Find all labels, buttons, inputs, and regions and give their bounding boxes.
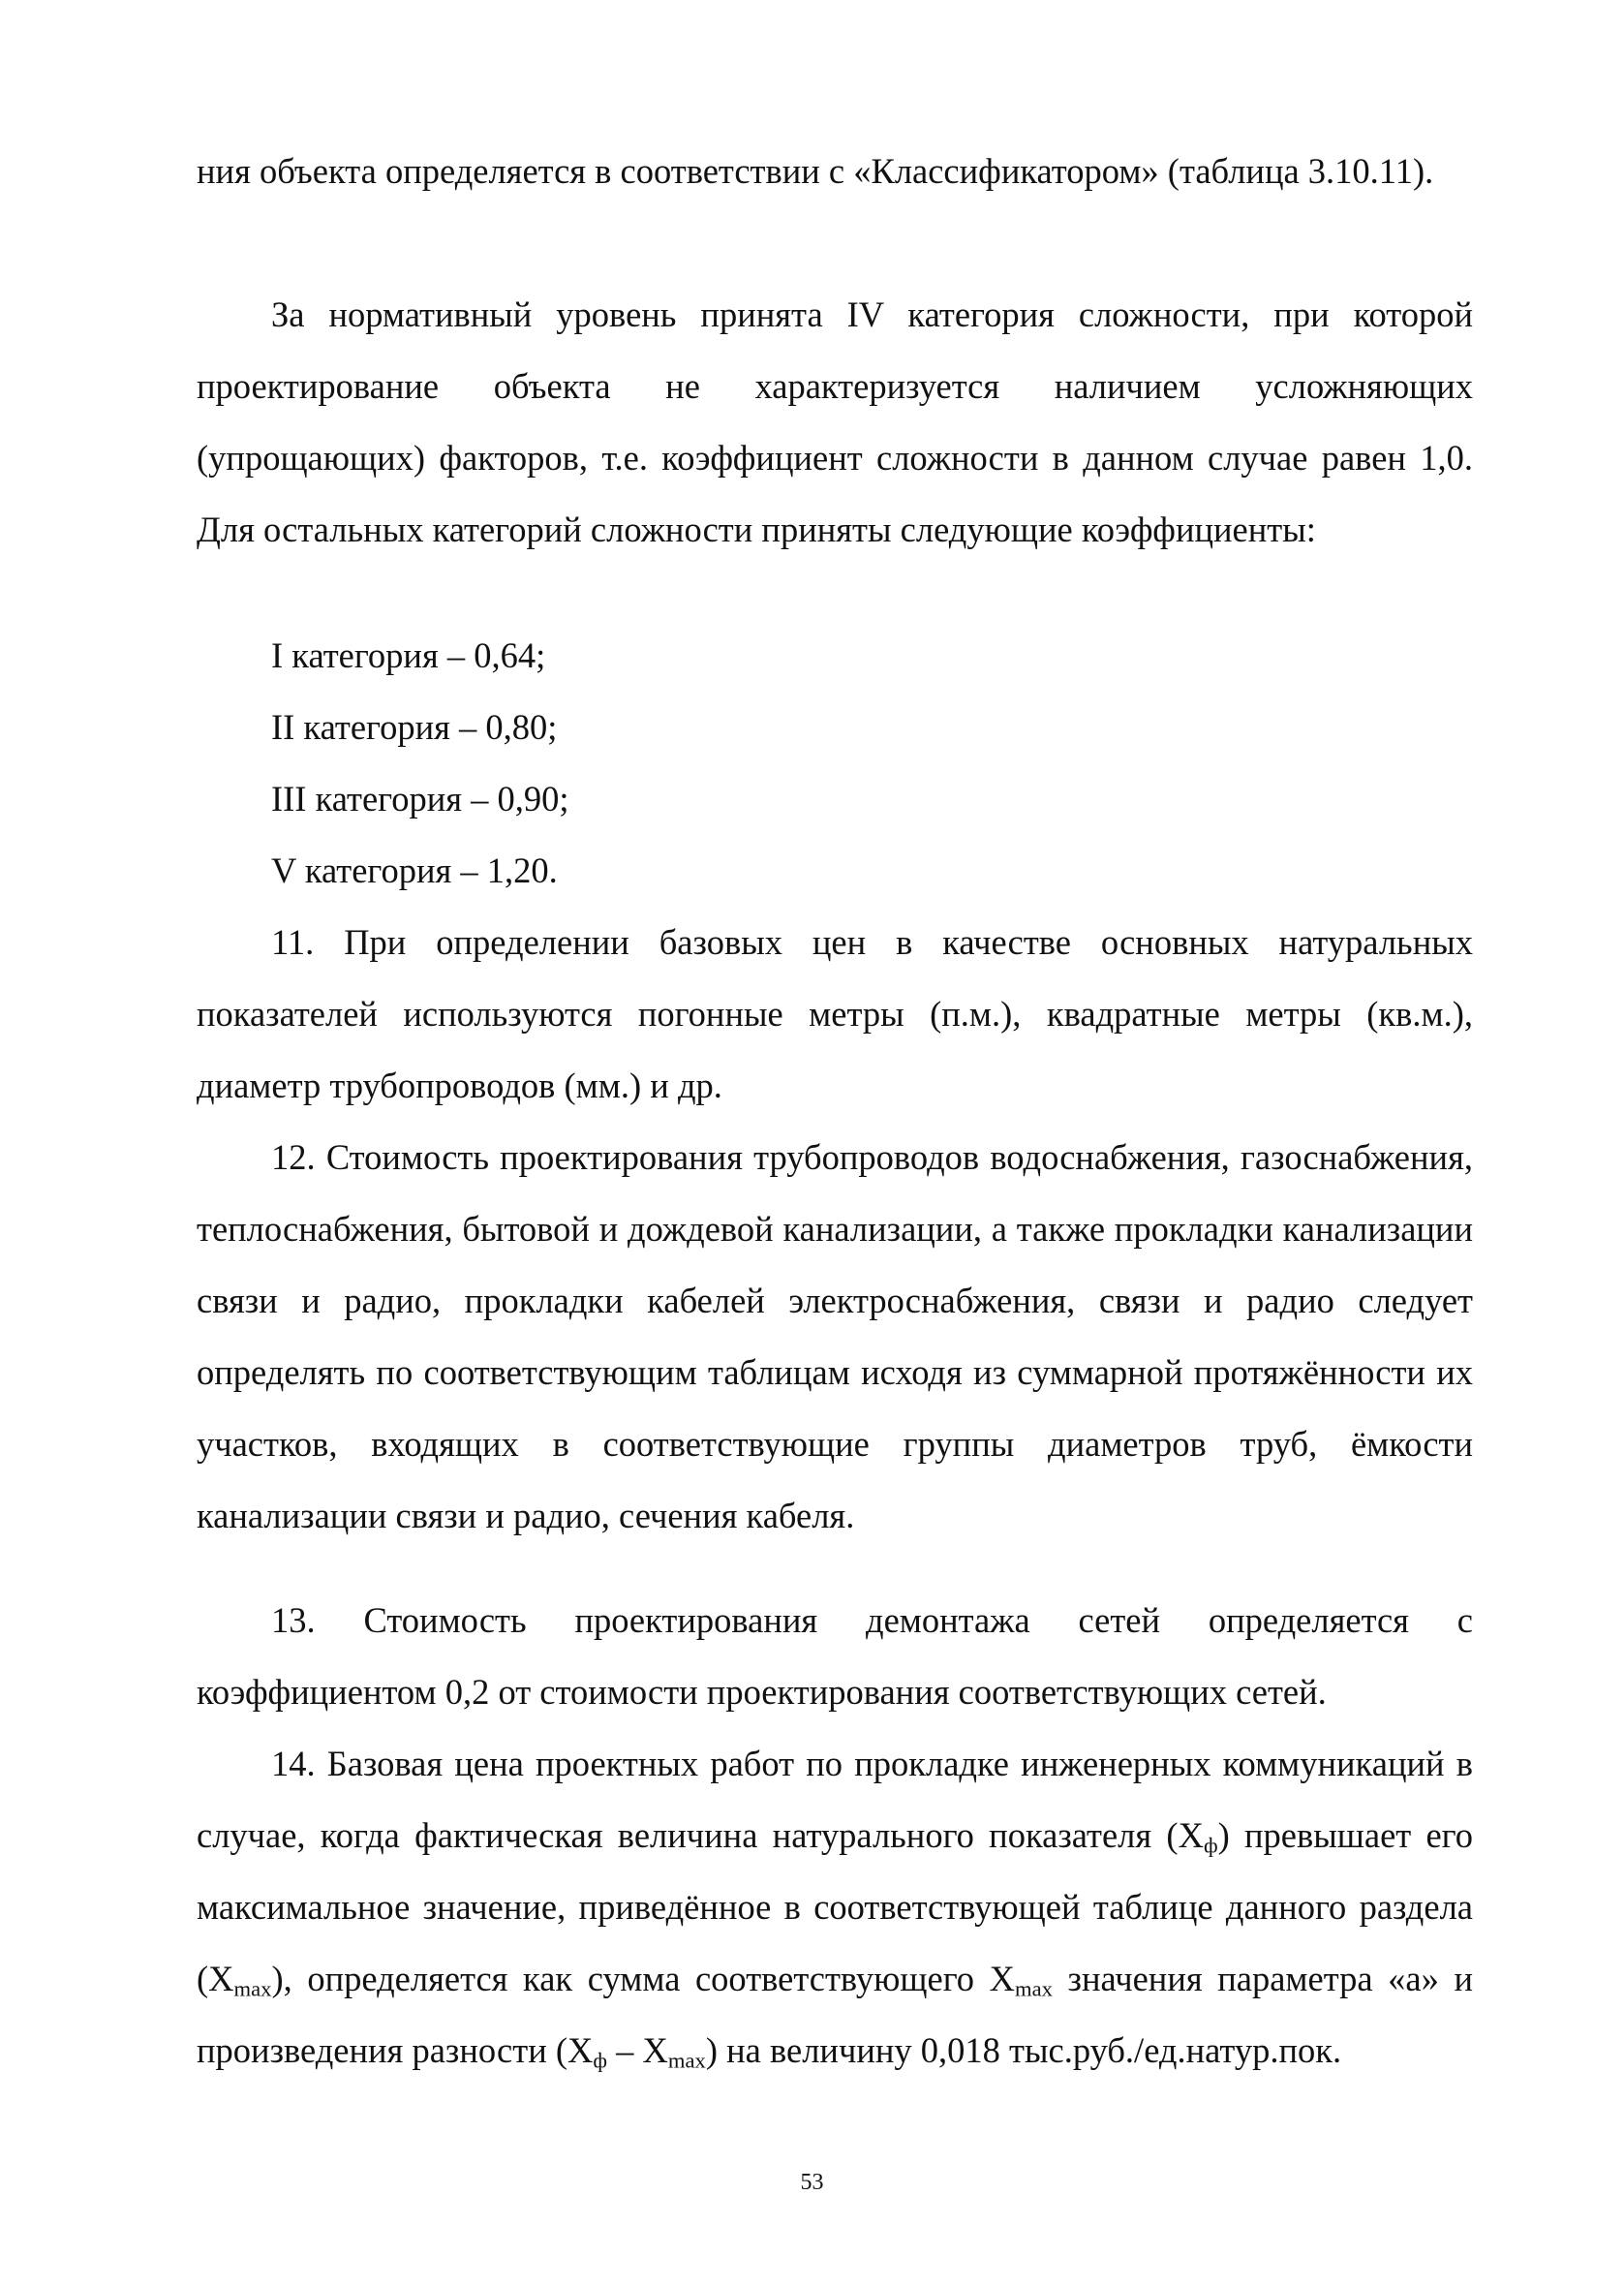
paragraph-14-text-2: ) превышает его максимальное значение, приведённое в соответствующей таблице данного раздела (X [197, 1815, 1473, 1998]
paragraph-14-text-6: ) на величину 0,018 тыс.руб./ед.натур.пок. [705, 2030, 1342, 2070]
subscript-max: max [1015, 1976, 1053, 2001]
paragraph-continuation: ния объекта определяется в соответствии с «Классификатором» (таблица 3.10.11). [197, 151, 1434, 191]
paragraph-13: 13. Стоимость проектирования демонтажа сетей определяется с коэффициентом 0,2 от стоимости проектирования соответствующих сетей. [197, 1600, 1473, 1712]
paragraph-14-text-4: значения параметра «а» и произведения разности (X [197, 1959, 1473, 2070]
category-item-3: III категория – 0,90; [271, 779, 569, 819]
subscript-f: ф [1203, 1833, 1218, 1858]
paragraph-14-text-3: ), определяется как сумма соответствующего X [271, 1959, 1015, 1998]
category-item-2: II категория – 0,80; [271, 707, 558, 747]
paragraph-14 [197, 1728, 1473, 2087]
paragraph-12: 12. Стоимость проектирования трубопроводов водоснабжения, газоснабжения, теплоснабжения, бытовой и дождевой канализации, а также прокладки канализации связи и радио, прокладки кабелей электроснабжения, связи и радио следует определять по соответствующим таблицам исходя из суммарной протяжённости их участков, входящих в соответствующие группы диаметров труб, ёмкости канализации связи и радио, сечения кабеля. [197, 1137, 1473, 1535]
category-item-1: I категория – 0,64; [271, 635, 546, 675]
subscript-f: ф [593, 2048, 608, 2073]
paragraph-14-text-5: – X [607, 2030, 668, 2070]
paragraph-complexity-category: За нормативный уровень принята IV категория сложности, при которой проектирование объекта не характеризуется наличием усложняющих (упрощающих) факторов, т.е. коэффициент сложности в данном случае равен 1,0. Для остальных категорий сложности приняты следующие коэффициенты: [197, 294, 1473, 549]
subscript-max: max [233, 1976, 272, 2001]
category-item-5: V категория – 1,20. [271, 850, 558, 890]
paragraph-14-text-1: 14. Базовая цена проектных работ по прокладке инженерных коммуникаций в случае, когда фактическая величина натурального показателя (X [197, 1744, 1473, 1855]
page-number: 53 [800, 2170, 824, 2195]
paragraph-11: 11. При определении базовых цен в качестве основных натуральных показателей используются погонные метры (п.м.), квадратные метры (кв.м.), диаметр трубопроводов (мм.) и др. [197, 922, 1473, 1105]
subscript-max: max [667, 2048, 706, 2073]
